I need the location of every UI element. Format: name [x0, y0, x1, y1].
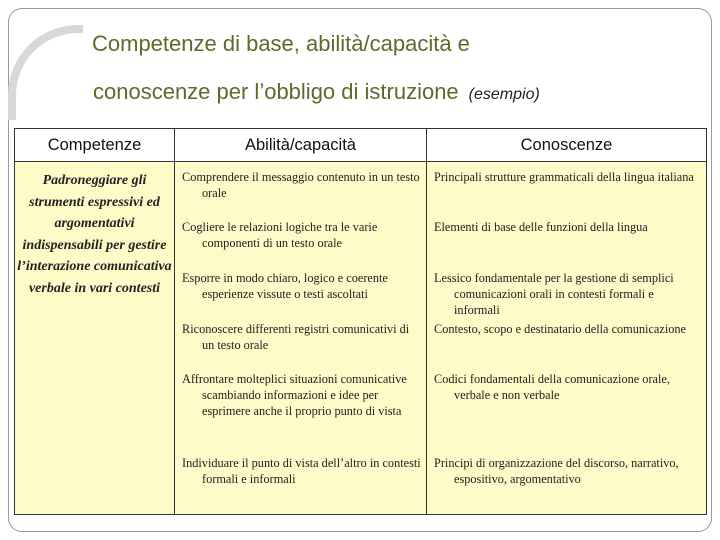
abilita-item: Comprendere il messaggio contenuto in un testo orale: [182, 170, 420, 200]
competenza-cell: [15, 162, 175, 515]
abilita-cell: [175, 162, 427, 515]
conoscenza-item: Contesto, scopo e destinatario della comunicazione: [434, 322, 687, 336]
header-abilita: Abilità/capacità: [175, 129, 427, 162]
abilita-item: Riconoscere differenti registri comunicativi di un testo orale: [182, 322, 410, 352]
header-competenze: Competenze: [15, 129, 175, 162]
table-header-row: [15, 129, 707, 162]
table-row: [15, 162, 707, 515]
conoscenza-item: Principi di organizzazione del discorso, narrativo, espositivo, argomentativo: [434, 456, 679, 486]
slide-title-line-1: Competenze di base, abilità/capacità e: [92, 31, 470, 56]
conoscenza-item: Principali strutture grammaticali della lingua italiana: [434, 170, 694, 184]
competenze-table: [14, 128, 707, 515]
conoscenza-item: Elementi di base delle funzioni della lingua: [434, 220, 648, 234]
slide-title-line-2-text: conoscenze per l’obbligo di istruzione: [93, 79, 459, 104]
slide-title-line-2: [93, 79, 540, 105]
conoscenza-item: Lessico fondamentale per la gestione di semplici comunicazioni orali in contesti formali e informali: [434, 271, 674, 317]
conoscenza-item: Codici fondamentali della comunicazione orale, verbale e non verbale: [434, 372, 670, 402]
competenza-text: Padroneggiare gli strumenti espressivi ed argomentativi indispensabili per gestire l’interazione comunicativa verbale in vari contesti: [17, 173, 172, 296]
slide-title-note: (esempio): [468, 86, 540, 103]
abilita-item: Individuare il punto di vista dell’altro in contesti formali e informali: [182, 456, 421, 486]
header-conoscenze: Conoscenze: [427, 129, 707, 162]
abilita-item: Esporre in modo chiaro, logico e coerente esperienze vissute o testi ascoltati: [182, 271, 388, 301]
abilita-item: Cogliere le relazioni logiche tra le varie componenti di un testo orale: [182, 220, 378, 250]
conoscenze-cell: [427, 162, 707, 515]
abilita-item: Affrontare molteplici situazioni comunicative scambiando informazioni e idee per esprimere anche il proprio punto di vista: [182, 372, 407, 418]
